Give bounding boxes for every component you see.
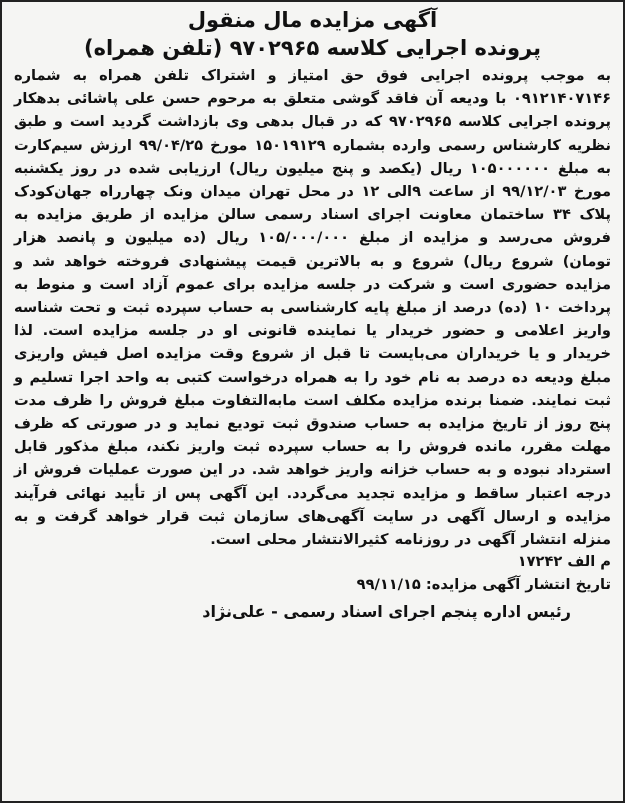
notice-body: به موجب پرونده اجرایی فوق حق امتیاز و اشتراک تلفن همراه به شماره ۰۹۱۲۱۴۰۷۱۴۶ با ودیعه آن فاقد گوشی متعلق به مرحوم حسن علی پاشائی بدهکار پرونده اجرایی کلاسه ۹۷۰۲۹۶۵ که در قبال بدهی وی بازداشت گردید است و طبق نظریه کارشناس رسمی وارده بشماره ۱۵۰۱۹۱۲۹ مورخ ۹۹/۰۴/۲۵ ارزش سیم‌کارت به مبلغ ۱۰۵۰۰۰۰۰۰ ریال (یکصد و پنج میلیون ریال) ارزیابی شده در روز یکشنبه مورخ ۹۹/۱۲/۰۳ از ساعت ۹الی ۱۲ در محل تهران میدان ونک چهارراه جهان‌کودک پلاک ۳۴ ساختمان معاونت اجرای اسناد رسمی سالن مزایده از طریق مزایده به فروش می‌رسد و مزایده از مبلغ ۱۰۵/۰۰۰/۰۰۰ ریال (ده میلیون و پانصد هزار تومان) شروع ریال) شروع و به بالاترین قیمت پیشنهادی فروخته خواهد شد و مزایده حضوری است و شرکت در جلسه مزایده برای عموم آزاد است و منوط به پرداخت ۱۰ (ده) درصد از مبلغ پایه کارشناسی به حساب سپرده ثبت و تحت شناسه واریز اعلامی و حضور خریدار یا نماینده قانونی او در جلسه مزایده است. لذا خریدار و یا خریداران می‌بایست تا قبل از شروع وقت مزایده اصل فیش واریزی مبلغ ودیعه ده درصد به نام خود را به همراه درخواست کتبی به واحد اجرا تسلیم و ثبت نمایند. ضمنا برنده مزایده مکلف است مابه‌التفاوت مبلغ فروش را ظرف مدت پنج روز از تاریخ مزایده به حساب صندوق ثبت تودیع نماید و در صورتی که ظرف مهلت مقرر، مانده فروش را به حساب سپرده ثبت واریز نکند، مبلغ مذکور قابل استرداد نبوده و به حساب خزانه واریز خواهد شد. در این صورت عملیات فروش از درجه اعتبار ساقط و مزایده تجدید می‌گردد. این آگهی پس از تأیید نهائی فرآیند مزایده و ارسال آگهی در سایت آگهی‌های سازمان ثبت قرار خواهد گرفت و به منزله انتشار آگهی در روزنامه کثیرالانتشار محلی است. [14, 67, 612, 549]
notice-subtitle: پرونده اجرایی کلاسه ۹۷۰۲۹۶۵ (تلفن همراه) [84, 36, 541, 60]
notice-title: آگهی مزایده مال منقول [187, 8, 438, 32]
notice-reference: م الف ۱۷۲۴۲ [517, 553, 611, 571]
signature: رئیس اداره پنجم اجرای اسناد رسمی - علی‌نژاد [202, 602, 571, 622]
publish-date: تاریخ انتشار آگهی مزایده: ۹۹/۱۱/۱۵ [356, 576, 611, 594]
